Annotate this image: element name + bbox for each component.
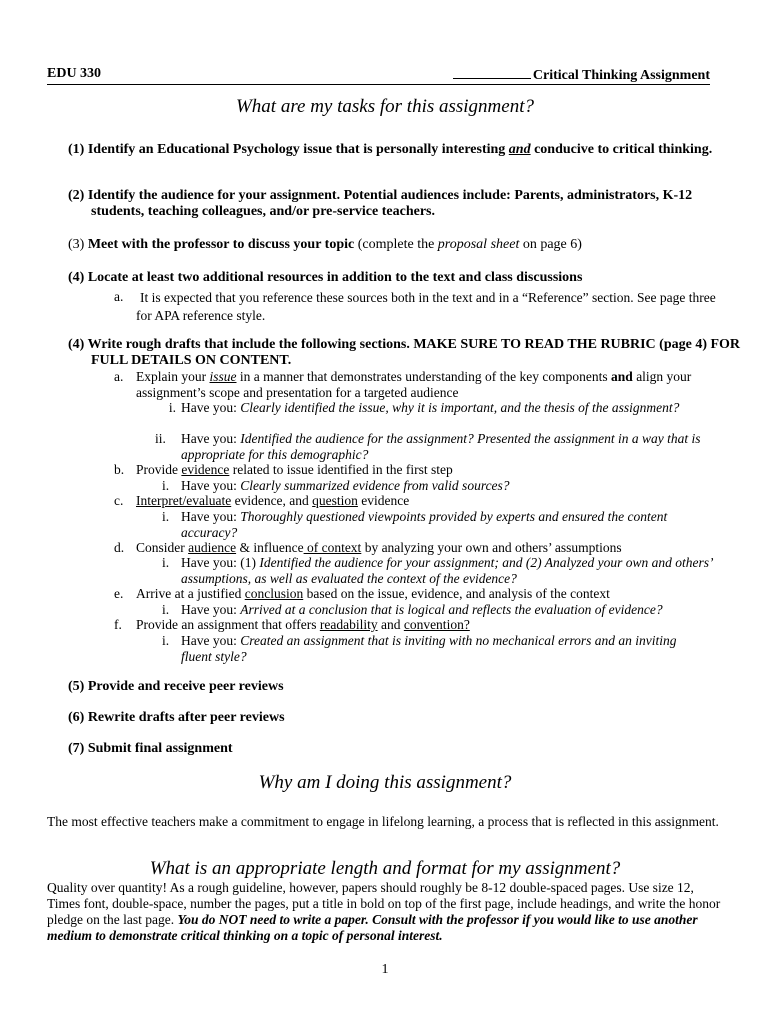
task-1-text-b: conducive to critical thinking.	[530, 142, 713, 157]
sub-b-i	[158, 478, 724, 494]
sub-b-pre: Provide	[136, 462, 182, 477]
task-3-number: (3)	[68, 237, 85, 252]
why-paragraph: The most effective teachers make a commitment to engage in lifelong learning, a process that is reflected in this assignment.	[47, 814, 719, 829]
sub-c-interpret: Interpret/evaluate	[136, 493, 232, 508]
sub-d-i-lead: Have you: (1)	[181, 555, 260, 570]
task-3-proposal-sheet: proposal sheet	[437, 237, 520, 252]
sub-e	[114, 586, 720, 602]
sub-d	[114, 540, 720, 556]
sub-c-question: question	[312, 493, 358, 508]
task-1-text-a: Identify an Educational Psychology issue that is personally interesting	[87, 142, 509, 157]
sub-a-ii-text: Identified the audience for the assignment? Presented the assignment in a way that is appropriate for this demographic?	[181, 431, 701, 462]
sub-c	[114, 493, 720, 509]
sub-d-i-number: i.	[162, 555, 170, 570]
sub-d-context: of context	[303, 540, 362, 555]
tasks-heading: What are my tasks for this assignment?	[235, 96, 534, 117]
sub-a-i-lead: Have you:	[181, 400, 241, 415]
task-5	[68, 337, 751, 369]
sub-e-conclusion: conclusion	[244, 586, 304, 601]
task-3-text-a: (complete the	[354, 237, 438, 252]
task-4-sub-a	[114, 289, 720, 325]
sub-b	[114, 462, 720, 478]
sub-d-letter: d.	[114, 540, 125, 555]
task-1-number: (1)	[68, 142, 85, 157]
sub-c-i-text: Thoroughly questioned viewpoints provided by experts and ensured the content accuracy?	[181, 509, 668, 540]
sub-e-pre: Arrive at a justified	[136, 586, 245, 601]
format-emphasis: You do NOT need to write a paper. Consult with the professor if you would like to use another medium to demonstrate critical thinking on a topic of personal interest.	[47, 912, 698, 943]
task-5-number: (4)	[68, 337, 85, 352]
why-heading: Why am I doing this assignment?	[258, 772, 512, 793]
format-heading: What is an appropriate length and format for my assignment?	[149, 858, 621, 879]
assignment-title	[453, 66, 710, 84]
sub-d-i	[158, 555, 724, 586]
sub-c-mid: evidence, and	[231, 493, 313, 508]
task-2	[68, 188, 741, 220]
task-6: (5) Provide and receive peer reviews	[68, 679, 284, 694]
task-4-number: (4)	[68, 270, 85, 285]
sub-a-i-number: i.	[168, 400, 176, 415]
task-1-and: and	[508, 142, 531, 157]
task-3-text-b: on page 6)	[519, 237, 582, 252]
task-1	[68, 142, 741, 158]
task-5-text: Write rough drafts that include the following sections. MAKE SURE TO READ THE RUBRIC (page 4) FOR FULL DETAILS ON CONTENT.	[87, 337, 741, 368]
sub-a-post: align your assignment’s scope and presentation for a targeted audience	[136, 369, 692, 400]
sub-f-i-text: Created an assignment that is inviting with no mechanical errors and an inviting fluent style?	[181, 633, 677, 664]
sub-e-i-text: Arrived at a conclusion that is logical and reflects the evaluation of evidence?	[240, 602, 663, 617]
sub-f	[114, 617, 720, 633]
sub-a-ii-number: ii.	[155, 431, 166, 446]
sub-a-pre: Explain your	[136, 369, 210, 384]
sub-a-mid: in a manner that demonstrates understanding of the key components	[236, 369, 612, 384]
sub-a-ii	[155, 431, 724, 462]
sub-a-ii-lead: Have you:	[181, 431, 241, 446]
sub-e-i	[158, 602, 728, 618]
course-code: EDU 330	[47, 66, 102, 81]
sub-b-post: related to issue identified in the first step	[229, 462, 453, 477]
sub-c-i-lead: Have you:	[181, 509, 241, 524]
task-4-text: Locate at least two additional resources in addition to the text and class discussions	[87, 270, 583, 285]
task-3-bold: Meet with the professor to discuss your topic	[87, 237, 355, 252]
sub-c-i-number: i.	[162, 509, 170, 524]
sub-a-i-text: Clearly identified the issue, why it is important, and the thesis of the assignment?	[240, 400, 680, 415]
sub-d-mid: & influence	[236, 540, 304, 555]
sub-b-i-text: Clearly summarized evidence from valid sources?	[240, 478, 510, 493]
sub-f-i-number: i.	[162, 633, 170, 648]
sub-f-readability: readability	[319, 617, 378, 632]
sub-a	[114, 369, 720, 400]
sub-d-post: by analyzing your own and others’ assumptions	[361, 540, 622, 555]
sub-b-evidence: evidence	[181, 462, 230, 477]
task-4a-text: It is expected that you reference these sources both in the text and in a “Reference” section. See page three for APA reference style.	[136, 290, 716, 323]
sub-c-post: evidence	[357, 493, 410, 508]
sub-d-audience: audience	[188, 540, 237, 555]
sub-f-mid: and	[377, 617, 404, 632]
sub-b-i-lead: Have you:	[181, 478, 241, 493]
page-number: 1	[381, 962, 389, 977]
format-text: Quality over quantity! As a rough guideline, however, papers should roughly be 8-12 double-spaced pages. Use size 12, Times font, double-space, number the pages, put a title in bold on top of the first page, include headings, and write the honor pledge on the last page.	[47, 880, 721, 927]
sub-a-letter: a.	[114, 369, 124, 384]
sub-d-pre: Consider	[136, 540, 189, 555]
sub-f-i-lead: Have you:	[181, 633, 241, 648]
sub-a-issue: issue	[209, 369, 237, 384]
sub-e-post: based on the issue, evidence, and analysis of the context	[303, 586, 610, 601]
sub-f-pre: Provide an assignment that offers	[136, 617, 320, 632]
sub-a-and: and	[611, 369, 633, 384]
page-header	[47, 66, 710, 85]
sub-b-letter: b.	[114, 462, 125, 477]
sub-c-letter: c.	[114, 493, 124, 508]
task-4a-letter: a.	[114, 289, 124, 304]
sub-a-text	[114, 369, 720, 400]
task-8: (7) Submit final assignment	[68, 741, 233, 756]
task-3	[68, 237, 718, 253]
task-2-text: Identify the audience for your assignment. Potential audiences include: Parents, administrators, K-12 students, teaching colleagues, and/or pre-service teachers.	[87, 188, 693, 219]
sub-d-i-text: Identified the audience for your assignment; and (2) Analyzed your own and others’ assumptions, as well as evaluated the context of the evidence?	[181, 555, 713, 586]
task-2-number: (2)	[68, 188, 85, 203]
sub-c-i	[158, 509, 698, 540]
sub-e-i-lead: Have you:	[181, 602, 241, 617]
sub-a-i	[158, 400, 724, 416]
header-blank-line	[453, 66, 531, 79]
sub-f-letter: f.	[114, 617, 122, 632]
task-7: (6) Rewrite drafts after peer reviews	[68, 710, 285, 725]
sub-e-letter: e.	[114, 586, 124, 601]
sub-b-i-number: i.	[162, 478, 170, 493]
format-paragraph	[47, 880, 723, 944]
sub-e-i-number: i.	[162, 602, 170, 617]
sub-f-convention: convention?	[403, 617, 470, 632]
sub-f-i	[158, 633, 698, 664]
task-4	[68, 270, 718, 286]
assignment-title-text: Critical Thinking Assignment	[532, 68, 710, 83]
